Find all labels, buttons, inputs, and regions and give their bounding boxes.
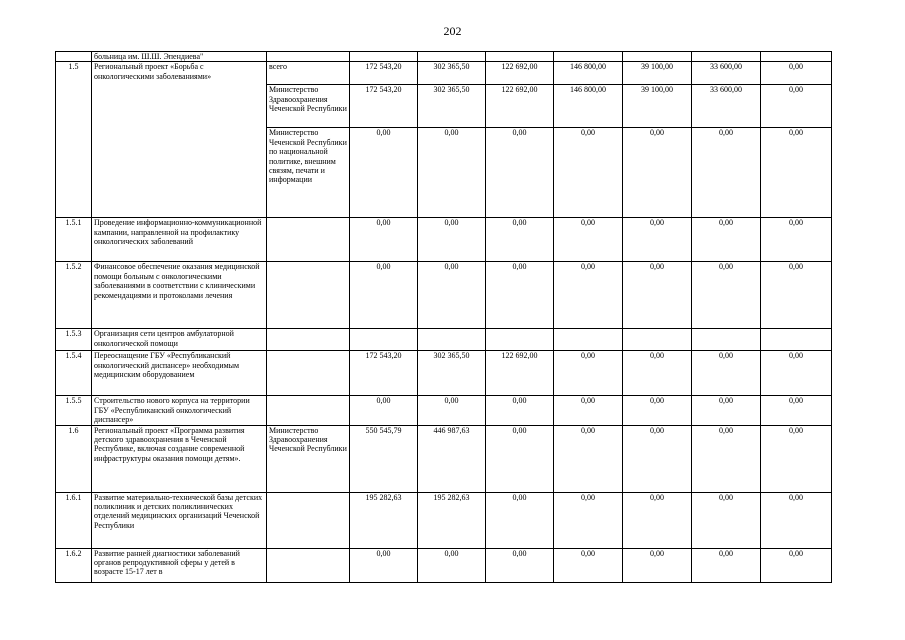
row-value: 122 692,00 [486, 85, 554, 128]
row-value: 0,00 [486, 425, 554, 492]
row-value: 33 600,00 [692, 85, 761, 128]
row-code: 1.5.4 [56, 351, 92, 396]
row-value: 122 692,00 [486, 351, 554, 396]
row-value: 550 545,79 [350, 425, 418, 492]
table-row [56, 52, 832, 62]
row-executor [267, 351, 350, 396]
row-value: 33 600,00 [692, 62, 761, 85]
row-code: 1.5 [56, 62, 92, 218]
row-executor [267, 329, 350, 351]
row-value: 0,00 [692, 351, 761, 396]
row-code [56, 52, 92, 62]
row-executor [267, 52, 350, 62]
row-value [623, 329, 692, 351]
row-value: 0,00 [623, 396, 692, 425]
row-executor: всего [267, 62, 350, 85]
row-value [418, 52, 486, 62]
table-row [56, 329, 832, 351]
row-name: больница им. Ш.Ш. Эпендиева" [92, 52, 267, 62]
row-value: 0,00 [761, 548, 832, 582]
row-name: Проведение информационно-коммуникационной кампании, направленной на профилактику онкологических заболеваний [92, 218, 267, 262]
row-value: 0,00 [623, 218, 692, 262]
row-value: 0,00 [350, 128, 418, 218]
row-value: 0,00 [554, 262, 623, 329]
row-value: 0,00 [418, 548, 486, 582]
row-code: 1.6.1 [56, 492, 92, 548]
row-value: 0,00 [486, 218, 554, 262]
row-value: 146 800,00 [554, 85, 623, 128]
page-number: 202 [443, 24, 462, 38]
row-value: 0,00 [418, 396, 486, 425]
row-value: 0,00 [623, 425, 692, 492]
row-value: 0,00 [554, 218, 623, 262]
row-value: 0,00 [554, 396, 623, 425]
row-value: 0,00 [623, 351, 692, 396]
row-value: 0,00 [692, 128, 761, 218]
row-value: 302 365,50 [418, 85, 486, 128]
table-row [56, 492, 832, 548]
row-value: 0,00 [692, 425, 761, 492]
row-value [486, 329, 554, 351]
row-executor [267, 548, 350, 582]
row-value [761, 329, 832, 351]
row-executor [267, 262, 350, 329]
row-value [554, 52, 623, 62]
row-value [486, 52, 554, 62]
row-value [350, 329, 418, 351]
table-row [56, 262, 832, 329]
row-value: 0,00 [761, 218, 832, 262]
row-code: 1.6 [56, 425, 92, 492]
row-value: 0,00 [486, 492, 554, 548]
row-code: 1.6.2 [56, 548, 92, 582]
row-value: 0,00 [418, 128, 486, 218]
row-value: 0,00 [692, 262, 761, 329]
table-row [56, 425, 832, 492]
row-executor: Министерство Чеченской Республики по национальной политике, внешним связям, печати и информации [267, 128, 350, 218]
row-value: 0,00 [761, 492, 832, 548]
row-value: 0,00 [486, 396, 554, 425]
row-name: Переоснащение ГБУ «Республиканский онкологический диспансер» необходимым медицинским оборудованием [92, 351, 267, 396]
row-value: 39 100,00 [623, 62, 692, 85]
row-value: 0,00 [623, 262, 692, 329]
row-value [761, 52, 832, 62]
row-value: 195 282,63 [418, 492, 486, 548]
row-value: 0,00 [623, 548, 692, 582]
row-value: 0,00 [486, 128, 554, 218]
row-value: 0,00 [692, 548, 761, 582]
table-row [56, 396, 832, 425]
row-name: Региональный проект «Программа развития детского здравоохранения в Чеченской Республике, включая создание современной инфраструктуры оказания помощи детям». [92, 425, 267, 492]
row-value: 0,00 [623, 492, 692, 548]
row-value: 302 365,50 [418, 62, 486, 85]
row-name: Организация сети центров амбулаторной онкологической помощи [92, 329, 267, 351]
row-value: 302 365,50 [418, 351, 486, 396]
row-value: 0,00 [418, 262, 486, 329]
row-value: 0,00 [350, 548, 418, 582]
row-value: 122 692,00 [486, 62, 554, 85]
row-value [692, 329, 761, 351]
table-row [56, 548, 832, 582]
row-code: 1.5.3 [56, 329, 92, 351]
row-value: 0,00 [692, 218, 761, 262]
row-value: 0,00 [350, 262, 418, 329]
row-value: 0,00 [418, 218, 486, 262]
row-value [623, 52, 692, 62]
row-executor: Министерство Здравоохранения Чеченской Республики [267, 425, 350, 492]
row-value [554, 329, 623, 351]
row-name: Финансовое обеспечение оказания медицинской помощи больным с онкологическими заболеваниями в соответствии с клиническими рекомендациями и протоколами лечения [92, 262, 267, 329]
row-code: 1.5.2 [56, 262, 92, 329]
row-value: 0,00 [761, 351, 832, 396]
table-row [56, 351, 832, 396]
row-value: 0,00 [761, 425, 832, 492]
row-value: 0,00 [350, 396, 418, 425]
row-value: 0,00 [554, 492, 623, 548]
row-name: Развитие ранней диагностики заболеваний органов репродуктивной сферы у детей в возрасте 15-17 лет в [92, 548, 267, 582]
row-value: 39 100,00 [623, 85, 692, 128]
row-value [418, 329, 486, 351]
row-value: 0,00 [554, 425, 623, 492]
row-value: 0,00 [623, 128, 692, 218]
row-executor [267, 492, 350, 548]
row-value: 0,00 [761, 396, 832, 425]
row-value: 172 543,20 [350, 85, 418, 128]
row-value: 172 543,20 [350, 351, 418, 396]
row-value: 172 543,20 [350, 62, 418, 85]
row-executor: Министерство Здравоохранения Чеченской Республики [267, 85, 350, 128]
row-value: 0,00 [761, 128, 832, 218]
row-executor [267, 218, 350, 262]
row-value: 0,00 [486, 262, 554, 329]
row-code: 1.5.5 [56, 396, 92, 425]
row-value: 0,00 [761, 85, 832, 128]
table-row [56, 218, 832, 262]
row-value: 146 800,00 [554, 62, 623, 85]
row-value: 0,00 [554, 128, 623, 218]
row-value: 0,00 [554, 351, 623, 396]
row-value [350, 52, 418, 62]
row-name: Строительство нового корпуса на территории ГБУ «Республиканский онкологический диспансер» [92, 396, 267, 425]
row-value: 0,00 [486, 548, 554, 582]
row-value: 446 987,63 [418, 425, 486, 492]
row-name: Региональный проект «Борьба с онкологическими заболеваниями» [92, 62, 267, 218]
row-name: Развитие материально-технической базы детских поликлиник и детских поликлинических отделений медицинских организаций Чеченской Республики [92, 492, 267, 548]
row-value: 0,00 [692, 396, 761, 425]
row-code: 1.5.1 [56, 218, 92, 262]
budget-table [55, 51, 832, 583]
row-value [692, 52, 761, 62]
row-value: 195 282,63 [350, 492, 418, 548]
row-executor [267, 396, 350, 425]
row-value: 0,00 [692, 492, 761, 548]
table-row [56, 62, 832, 85]
row-value: 0,00 [761, 262, 832, 329]
row-value: 0,00 [554, 548, 623, 582]
row-value: 0,00 [350, 218, 418, 262]
row-value: 0,00 [761, 62, 832, 85]
